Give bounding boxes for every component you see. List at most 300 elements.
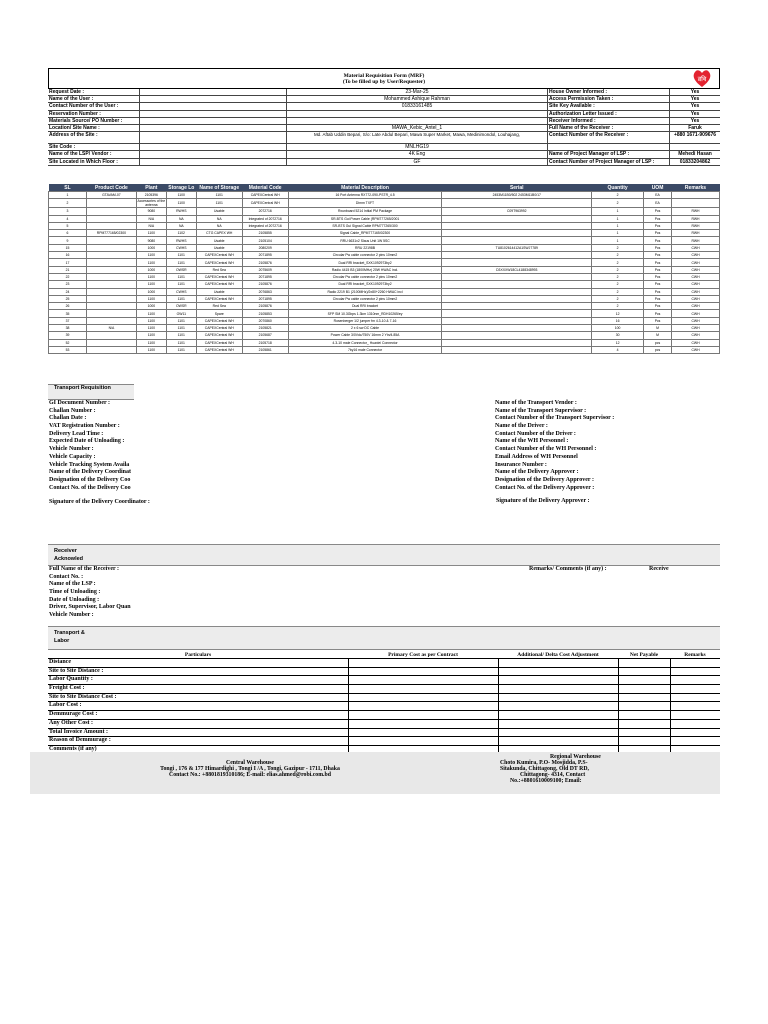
table-cell: CAPEXCentral WH (196, 259, 242, 266)
table-cell (442, 237, 592, 244)
table-cell: Usable (196, 288, 242, 295)
table-row (49, 222, 720, 229)
table-cell: Integrated of 2072716 (242, 222, 288, 229)
table-cell (86, 215, 136, 222)
labor-row-label: Labor Cost : (49, 702, 82, 709)
labor-row (48, 737, 720, 746)
table-cell: 5 (49, 222, 87, 229)
table-cell: 1 (592, 230, 644, 237)
labor-row-label: Reason of Demmurage : (49, 737, 111, 744)
info-spacer (139, 144, 286, 150)
table-cell: Pcs (644, 230, 672, 237)
table-cell: Pcs (644, 259, 672, 266)
table-cell: Pcs (644, 252, 672, 259)
labor-header (48, 652, 720, 659)
table-cell: 25 (49, 295, 87, 302)
table-cell (86, 281, 136, 288)
table-cell: 2 (592, 252, 644, 259)
labor-cell (670, 694, 720, 702)
info-spacer (139, 159, 286, 165)
receiver-remarks (348, 566, 669, 620)
table-cell: Circular Pw cable connector 2 pins 10mm2 (288, 252, 442, 259)
table-cell: CWH (672, 288, 720, 295)
labor-cell (498, 711, 618, 719)
table-cell (86, 273, 136, 280)
table-cell: Dual RRI bracket_SXK1092973by2 (288, 259, 442, 266)
column-header: UOM (644, 184, 672, 192)
column-header: Material Code (242, 184, 288, 192)
regional-title: Regional Warehouse (550, 754, 601, 760)
info-right-value: Faruk (669, 125, 720, 131)
transport-field: Contact Number of the Transport Supervisor : (495, 415, 615, 422)
labor-cell (498, 668, 618, 676)
table-cell: 2105861 (242, 346, 288, 353)
info-spacer (139, 125, 286, 131)
table-cell: 2105876 (242, 281, 288, 288)
info-spacer (139, 151, 286, 157)
info-row (48, 89, 720, 96)
table-cell (672, 199, 720, 208)
table-cell: 1100 (136, 332, 166, 339)
table-cell: 1100 (166, 192, 196, 199)
info-row (48, 132, 720, 144)
table-cell: CWH (672, 339, 720, 346)
receiver-heading-text: Receiver Acknowled (54, 548, 84, 562)
info-value: 23-Mar-25 (286, 89, 547, 95)
labor-col-header: Primary Cost as per Contract (348, 652, 498, 659)
labor-row (48, 729, 720, 738)
labor-col-header: Remarks (670, 652, 720, 659)
transport-right-fields (494, 400, 720, 492)
table-cell: CWH (672, 266, 720, 273)
info-value: MNLHG19 (286, 144, 547, 150)
labor-cell (618, 694, 670, 702)
transport-heading: Transport Requisition (48, 384, 134, 400)
central-title: Central Warehouse (226, 760, 274, 766)
table-cell (86, 303, 136, 310)
signature-coordinator-label: Signature of the Delivery Coordinator : (49, 499, 150, 506)
info-label: Request Date : (49, 89, 85, 95)
table-cell: Pcs (644, 244, 672, 251)
table-cell (442, 310, 592, 317)
info-row (48, 159, 720, 166)
table-cell: 100 (592, 325, 644, 332)
labor-cell (348, 702, 498, 710)
table-row (49, 332, 720, 339)
transport-field: Name of the Transport Supervisor : (495, 407, 587, 414)
table-cell: 22 (49, 273, 87, 280)
info-row (48, 144, 720, 151)
table-cell: 6 (49, 230, 87, 237)
table-cell: 24 (49, 288, 87, 295)
receiver-fields (48, 566, 348, 620)
column-header: Remarks (672, 184, 720, 192)
info-right-value: Yes (669, 89, 720, 95)
table-cell (442, 332, 592, 339)
info-spacer (139, 132, 286, 143)
regional-warehouse (500, 754, 700, 784)
table-cell (86, 266, 136, 273)
table-cell: EA (644, 192, 672, 199)
transport-field: Contact No. of the Delivery Approver : (495, 484, 595, 491)
table-cell: 2072716 (242, 208, 288, 215)
info-right-value (669, 144, 720, 150)
table-cell: NA (166, 222, 196, 229)
table-cell: 12 (592, 339, 644, 346)
table-cell: pcs (644, 339, 672, 346)
column-header: Quantity (592, 184, 644, 192)
table-cell: Integrated of 2072716 (242, 215, 288, 222)
labor-row (48, 694, 720, 703)
table-row (49, 310, 720, 317)
labor-row (48, 720, 720, 729)
info-right-value: Yes (669, 111, 720, 117)
info-right-value: +880 1671-909676 (669, 132, 720, 143)
table-cell: 1000 (136, 244, 166, 251)
info-right-label: Contact Number of Project Manager of LSP : (547, 159, 669, 165)
table-cell: Rosenberger 1/2 jumper fm 4.3-10 & 7-16 (288, 317, 442, 324)
table-cell: 1100 (136, 325, 166, 332)
info-right-value: Yes (669, 118, 720, 124)
table-cell: CWH (672, 252, 720, 259)
table-cell: Pcs (644, 295, 672, 302)
labor-row (48, 702, 720, 711)
transport-field: Contact No. of the Delivery Coo (49, 484, 131, 491)
labor-cell (348, 659, 498, 667)
table-cell: 2105853 (242, 310, 288, 317)
transport-section (48, 384, 720, 516)
table-cell: RWH (672, 208, 720, 215)
table-cell: Red Sea (196, 266, 242, 273)
table-cell: 2071895 (242, 273, 288, 280)
labor-cell (618, 668, 670, 676)
transport-field: Contact Number of the Driver : (495, 430, 576, 437)
labor-heading (48, 626, 720, 650)
table-cell: 1 (49, 192, 87, 199)
table-cell (442, 281, 592, 288)
table-cell: Pcs (644, 288, 672, 295)
table-cell: 30 (592, 332, 644, 339)
table-cell: CWH (672, 325, 720, 332)
table-cell: Circular Pw cable connector 2 pins 10mm2 (288, 273, 442, 280)
table-cell: NA (196, 222, 242, 229)
transport-field: Vehicle Number : (49, 446, 94, 453)
table-cell: 16 (49, 252, 87, 259)
table-cell: CAPEXCentral WH (196, 339, 242, 346)
table-cell (86, 244, 136, 251)
table-cell: CAPEXCentral WH (196, 325, 242, 332)
transport-field: Vehicle Tracking System Availa (49, 461, 130, 468)
table-cell (442, 199, 592, 208)
labor-cell (348, 685, 498, 693)
table-row (49, 325, 720, 332)
table-cell: RWH (672, 215, 720, 222)
regional-line-1: Choto Kumira, P.O- Mosjidda, P.S- (500, 760, 588, 766)
table-cell: 2 (49, 199, 87, 208)
table-cell: Pcs (644, 208, 672, 215)
labor-row (48, 685, 720, 694)
table-cell: Pcs (644, 281, 672, 288)
table-cell: 2080209 (242, 244, 288, 251)
info-label: Contact Number of the User : (49, 103, 119, 110)
table-cell: 1101 (196, 192, 242, 199)
table-cell (442, 259, 592, 266)
info-label: Materials Source/ PO Number : (49, 117, 123, 124)
table-cell: 1101 (196, 199, 242, 208)
robi-logo-icon (691, 67, 713, 89)
info-right-label: Authorization Letter Issued : (547, 111, 669, 117)
labor-row-label: Any Other Cost : (49, 719, 94, 726)
transport-field: Name of the Delivery Approver : (495, 469, 579, 476)
table-cell (86, 332, 136, 339)
labor-row (48, 711, 720, 720)
table-cell: EA (644, 199, 672, 208)
table-cell: Power Cable 3/0Vdc/750V 16mm 2 Ytn/4.85A (288, 332, 442, 339)
table-row (49, 215, 720, 222)
table-row (49, 237, 720, 244)
table-cell: 35 (49, 310, 87, 317)
table-cell: 2 (592, 303, 644, 310)
transport-field: VAT Registration Number : (49, 423, 120, 430)
labor-row-label: Total Invoice Amount : (49, 728, 108, 735)
labor-cell (498, 694, 618, 702)
info-spacer (139, 89, 286, 95)
table-cell: 2453M11B0/502 2453M11B0/17 (442, 192, 592, 199)
table-cell: 2 (592, 295, 644, 302)
labor-col-header: Net Payable (618, 652, 670, 659)
labor-cell (618, 702, 670, 710)
labor-cell (670, 720, 720, 728)
labor-cell (618, 711, 670, 719)
table-row (49, 295, 720, 302)
table-cell: 1100 (136, 317, 166, 324)
labor-row (48, 676, 720, 685)
column-header: Serial (442, 184, 592, 192)
info-label: Name of the LSP/ Vendor : (49, 151, 112, 158)
labor-cell (618, 729, 670, 737)
table-cell (86, 346, 136, 353)
table-cell: 9 (49, 237, 87, 244)
table-cell: 2 (592, 288, 644, 295)
table-cell: 2070860 (242, 317, 288, 324)
table-cell: CAPEXCentral WH (196, 332, 242, 339)
table-cell: CWH (672, 346, 720, 353)
table-row (49, 199, 720, 208)
table-cell: 2076863 (242, 288, 288, 295)
table-row (49, 346, 720, 353)
labor-row-label: Distance (49, 659, 71, 665)
table-cell: CWH (672, 259, 720, 266)
table-cell: 2 (592, 192, 644, 199)
table-cell: Rxunboard 5214 Initial PM Package (288, 208, 442, 215)
labor-cell (348, 720, 498, 728)
table-cell: 2105876 (242, 303, 288, 310)
table-cell: CAPEXCentral WH (196, 295, 242, 302)
table-row (49, 281, 720, 288)
table-cell: 1000 (136, 266, 166, 273)
info-right-label: Name of Project Manager of LSP : (547, 151, 669, 157)
table-cell (86, 259, 136, 266)
transport-field: Name of the Delivery Coordinat (49, 469, 131, 476)
info-right-label: Receiver Informed : (547, 118, 669, 124)
transport-field: Vehicle Capacity : (49, 453, 96, 460)
labor-cell (348, 694, 498, 702)
column-header: Product Code (86, 184, 136, 192)
table-cell: 2105396 (136, 192, 166, 199)
regional-line-2: Sitakunda, Chittagong, Old DT RD, (500, 766, 589, 772)
info-value: Md. Aftab Uddin Bepari, S/o: Late Abdul Bepari, Mawa Super Market, Mawa, Medinimondol, Louhajang, (286, 132, 547, 143)
form-subtitle: (To be filled up by User/Requester) (342, 79, 426, 85)
table-row (49, 208, 720, 215)
table-cell: Dual RRI bracket (288, 303, 442, 310)
table-row (49, 252, 720, 259)
table-cell: CAPEXCentral WH (196, 317, 242, 324)
info-value: GF (286, 159, 547, 165)
table-cell: 2 x 6 sw DC Cable (288, 325, 442, 332)
form-title: Material Requisition Form (MRF) (343, 73, 425, 79)
labor-cell (670, 711, 720, 719)
table-cell: 2071895 (242, 295, 288, 302)
table-row (49, 266, 720, 273)
labor-rows (48, 659, 720, 755)
table-cell: 1101 (166, 317, 196, 324)
table-cell (86, 295, 136, 302)
column-header: SL (49, 184, 87, 192)
table-cell: 1100 (136, 252, 166, 259)
table-cell: 1101 (166, 346, 196, 353)
warehouse-footer (30, 752, 720, 794)
table-cell: Usable (196, 244, 242, 251)
transport-field: Delivery Lead Time : (49, 430, 104, 437)
table-cell: C09T963992 (442, 208, 592, 215)
table-cell (86, 237, 136, 244)
labor-cell (498, 659, 618, 667)
info-row (48, 125, 720, 132)
table-cell (442, 346, 592, 353)
labor-cell (670, 659, 720, 667)
table-cell: CWH (672, 332, 720, 339)
table-row (49, 288, 720, 295)
table-cell: 3 (49, 208, 87, 215)
regional-line-3: Chittagong- 4314, Contact (520, 772, 586, 778)
table-cell: 23 (49, 281, 87, 288)
receiver-field: Name of the LSP : (49, 581, 96, 588)
table-cell: 1 (592, 208, 644, 215)
table-cell: Usable (196, 208, 242, 215)
table-cell: 2 (592, 281, 644, 288)
labor-cell (670, 729, 720, 737)
table-cell: 4 (592, 346, 644, 353)
table-cell (86, 199, 136, 208)
table-cell: Pcs (644, 222, 672, 229)
regional-line-4: No.:+8801610009100; Email: (510, 778, 582, 784)
table-cell: SR-BTS Gui Power Cable (RPM777265/2001 (288, 215, 442, 222)
table-cell (442, 215, 592, 222)
table-cell: 7by16 male Connector (288, 346, 442, 353)
table-cell: Circular Pw cable connector 2 pins 10mm2 (288, 295, 442, 302)
info-right-value: 01833204862 (669, 159, 720, 165)
receive-label: Receive (649, 566, 669, 572)
remarks-label: Remarks/ Comments (if any) : (529, 566, 607, 572)
table-row (49, 317, 720, 324)
info-right-label (547, 144, 669, 150)
table-cell: RRU 6631x2 Slaus Unit 1W 5SC (288, 237, 442, 244)
table-cell: Spare (196, 310, 242, 317)
info-right-label: House Owner Informed : (547, 89, 669, 95)
info-value: 4K Eng (286, 151, 547, 157)
table-cell: CAPEXCentral WH (196, 346, 242, 353)
labor-row-label: Site to Site Distance : (49, 667, 104, 674)
receiver-field: Time of Unloading : (49, 589, 101, 596)
table-cell: CWH (672, 310, 720, 317)
info-right-value: Yes (669, 103, 720, 109)
material-table (48, 184, 720, 354)
table-cell: CAPEXCentral WH (242, 199, 288, 208)
info-row (48, 96, 720, 103)
column-header: Plant (136, 184, 166, 192)
table-cell: pcs (644, 346, 672, 353)
table-cell: CWH (672, 281, 720, 288)
table-cell: CWH (672, 273, 720, 280)
table-cell (86, 317, 136, 324)
table-cell: 2 (592, 266, 644, 273)
table-cell: 1101 (166, 295, 196, 302)
table-cell: RRU 22198B (288, 244, 442, 251)
table-cell: 15 (49, 244, 87, 251)
table-row (49, 273, 720, 280)
table-cell: 16 Port Antenna RX772-090-PSTR_4.5 (288, 192, 442, 199)
table-cell: RWHS (166, 237, 196, 244)
info-label: Location/ Site Name : (49, 124, 100, 131)
labor-cell (348, 711, 498, 719)
info-value: Mohammed Ashique Rahman (286, 96, 547, 102)
table-cell: 21 (49, 266, 87, 273)
info-row (48, 111, 720, 118)
labor-row (48, 659, 720, 668)
info-label: Name of the User : (49, 96, 94, 103)
table-cell: 1 (592, 222, 644, 229)
labor-col-header: Particulars (48, 652, 348, 659)
table-cell: 38 (49, 325, 87, 332)
table-cell: RPM777165/02300 (86, 230, 136, 237)
info-value (286, 118, 547, 124)
info-right-label: Contact Number of the Receiver : (547, 132, 669, 143)
receiver-field: Driver, Supervisor, Labor Quan (49, 604, 131, 611)
table-cell: D3XXXW18CL4188348993 (442, 266, 592, 273)
transport-field: Email Address of WH Personnel (495, 453, 578, 460)
table-cell: RWH (672, 230, 720, 237)
table-cell: Usable (196, 237, 242, 244)
table-cell: N/A (136, 222, 166, 229)
table-cell: N/A (86, 325, 136, 332)
table-cell: CAPEXCentral WH (196, 252, 242, 259)
table-cell (86, 252, 136, 259)
table-cell: CWH (672, 303, 720, 310)
table-cell: 2105855 (242, 230, 288, 237)
table-cell: CTG CAPEX WH (196, 230, 242, 237)
table-cell: 17 (49, 259, 87, 266)
receiver-field: Full Name of the Receiver : (49, 566, 120, 572)
transport-left-fields (48, 400, 384, 492)
info-spacer (139, 118, 286, 124)
table-cell: 2105821 (242, 325, 288, 332)
table-cell: 1100 (136, 273, 166, 280)
table-cell: CWHS (166, 244, 196, 251)
labor-cell (618, 676, 670, 684)
table-cell: M (644, 332, 672, 339)
info-row (48, 103, 720, 110)
table-cell: 1101 (166, 332, 196, 339)
